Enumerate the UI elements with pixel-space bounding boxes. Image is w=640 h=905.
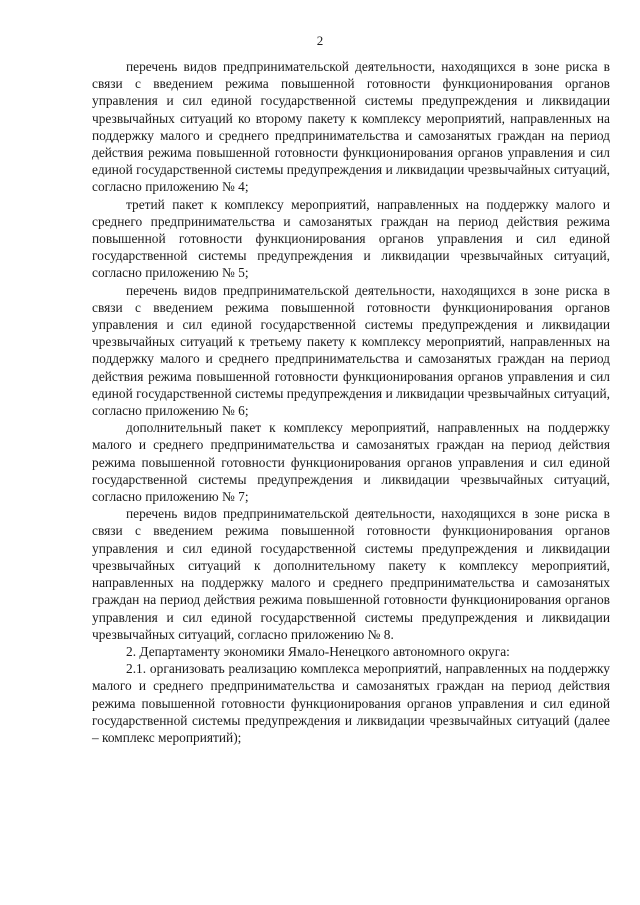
paragraph-list-annex-6: перечень видов предпринимательской деятельности, находящихся в зоне риска в связи с введением режима повышенной готовности функционирования органов управления и сил единой государственной системы предупреждения и ликвидации чрезвычайных ситуаций к третьему пакету к комплексу мероприятий, направленных на поддержку малого и среднего предпринимательства и самозанятых граждан на период действия режима повышенной готовности функционирования органов управления и сил единой государственной системы предупреждения и ликвидации чрезвычайных ситуаций, согласно приложению № 6; <box>92 282 610 419</box>
paragraph-item-2-1: 2.1. организовать реализацию комплекса мероприятий, направленных на поддержку малого и среднего предпринимательства и самозанятых граждан на период действия режима повышенной готовности функционирования органов управления и сил единой государственной системы предупреждения и ликвидации чрезвычайных ситуаций (далее – комплекс мероприятий); <box>92 661 610 745</box>
paragraph-additional-package-annex-7: дополнительный пакет к комплексу мероприятий, направленных на поддержку малого и среднего предпринимательства и самозанятых граждан на период действия режима повышенной готовности функционирования органов управления и сил единой государственной системы предупреждения и ликвидации чрезвычайных ситуаций, согласно приложению № 7; <box>92 420 610 505</box>
paragraph-list-annex-8: перечень видов предпринимательской деятельности, находящихся в зоне риска в связи с введением режима повышенной готовности функционирования органов управления и сил единой государственной системы предупреждения и ликвидации чрезвычайных ситуаций к дополнительному пакету к комплексу мероприятий, направленных на поддержку малого и среднего предпринимательства и самозанятых граждан на период действия режима повышенной готовности функционирования органов управления и сил единой государственной системы предупреждения и ликвидации чрезвычайных ситуаций, согласно приложению № 8. <box>92 506 610 642</box>
page-number: 2 <box>316 33 324 48</box>
paragraph-third-package-annex-5: третий пакет к комплексу мероприятий, направленных на поддержку малого и среднего предпринимательства и самозанятых граждан на период действия режима повышенной готовности функционирования органов управления и сил единой государственной системы предупреждения и ликвидации чрезвычайных ситуаций, согласно приложению № 5; <box>92 196 610 281</box>
document-body <box>92 58 610 746</box>
paragraph-list-annex-4: перечень видов предпринимательской деятельности, находящихся в зоне риска в связи с введением режима повышенной готовности функционирования органов управления и сил единой государственной системы предупреждения и ликвидации чрезвычайных ситуаций ко второму пакету к комплексу мероприятий, направленных на поддержку малого и среднего предпринимательства и самозанятых граждан на период действия режима повышенной готовности функционирования органов управления и сил единой государственной системы предупреждения и ликвидации чрезвычайных ситуаций, согласно приложению № 4; <box>92 59 610 195</box>
paragraph-item-2-economy-department: 2. Департаменту экономики Ямало-Ненецкого автономного округа: <box>126 643 510 659</box>
